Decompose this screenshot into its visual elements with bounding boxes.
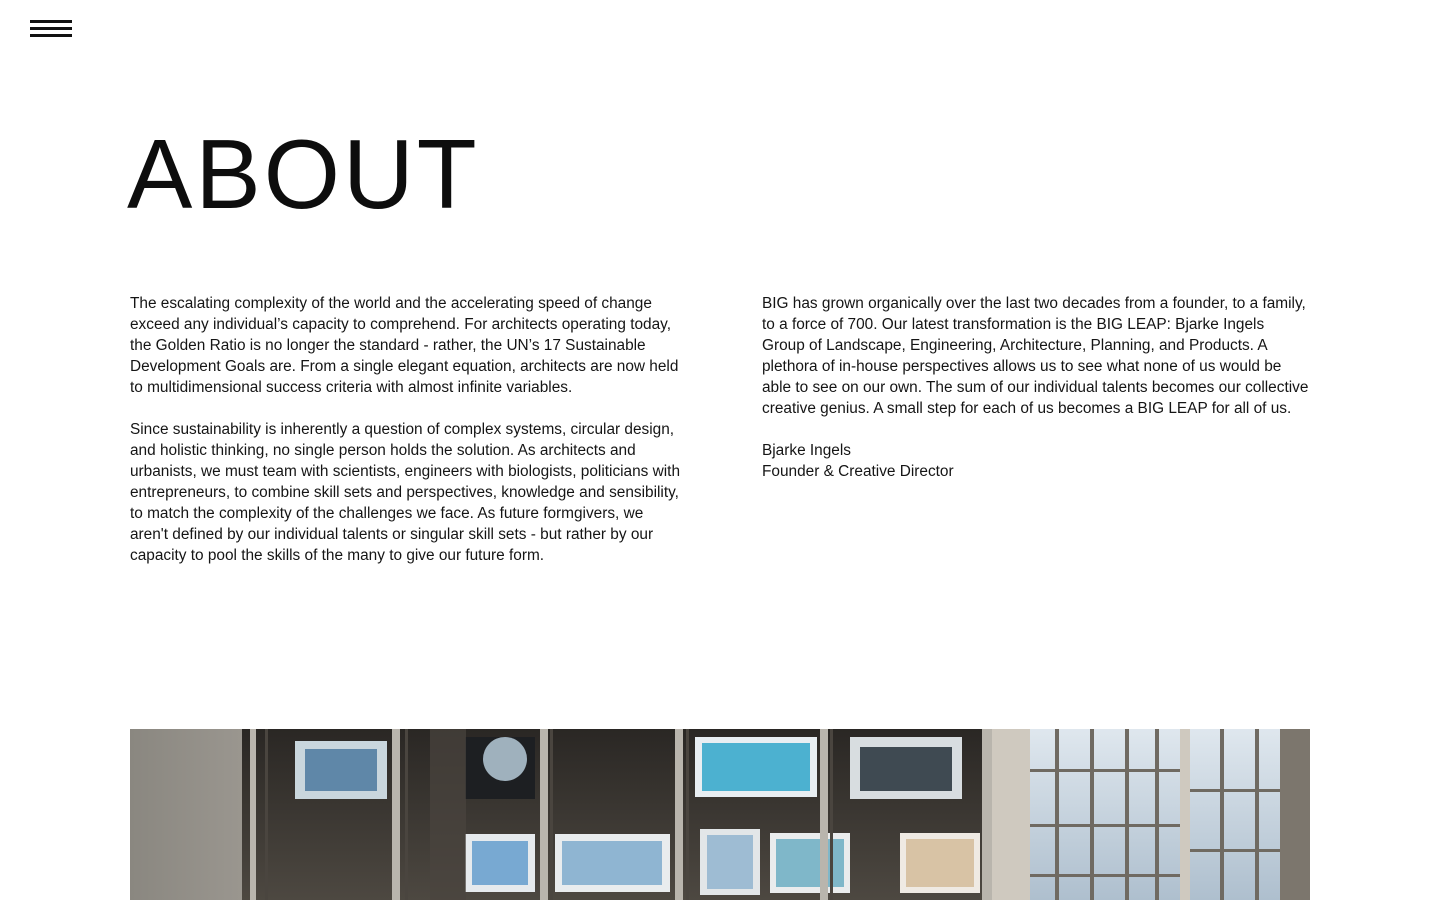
hamburger-menu-icon [30, 20, 72, 23]
paragraph: Since sustainability is inherently a question of complex systems, circular design, and holistic thinking, no single person holds the solution. As architects and urbanists, we must team with scientists, engineers with biologists, politicians with entrepreneurs, to combine skill sets and perspectives, knowledge and sensibility, to match the complexity of the challenges we face. As future formgivers, we aren't defined by our individual talents or singular skill sets - but rather by our capacity to pool the skills of the many to give our future form. [130, 421, 681, 564]
intro-text-right [762, 293, 1310, 503]
page-title: ABOUT [127, 119, 480, 229]
gallery-photo-illustration [130, 729, 1310, 900]
signature [762, 440, 1310, 482]
signature-name: Bjarke Ingels [762, 442, 851, 459]
paragraph: The escalating complexity of the world and the accelerating speed of change exceed any individual’s capacity to comprehend. For architects operating today, the Golden Ratio is no longer the standard - rather, the UN’s 17 Sustainable Development Goals are. From a single elegant equation, architects are now held to multidimensional success criteria with almost infinite variables. [130, 295, 679, 396]
hamburger-menu-icon-bar [30, 27, 72, 30]
signature-title: Founder & Creative Director [762, 463, 954, 480]
paragraph: BIG has grown organically over the last two decades from a founder, to a family, to a force of 700. Our latest transformation is the BIG LEAP: Bjarke Ingels Group of Landscape, Engineering, Architecture, Planning, and Products. A plethora of in-house perspectives allows us to see what none of us would be able to see on our own. The sum of our individual talents becomes our collective creative genius. A small step for each of us becomes a BIG LEAP for all of us. [762, 295, 1309, 417]
hamburger-menu-icon-bar [30, 34, 72, 37]
intro-text-left [130, 293, 682, 587]
menu-button[interactable] [30, 20, 72, 40]
gallery-photo [130, 729, 1310, 900]
